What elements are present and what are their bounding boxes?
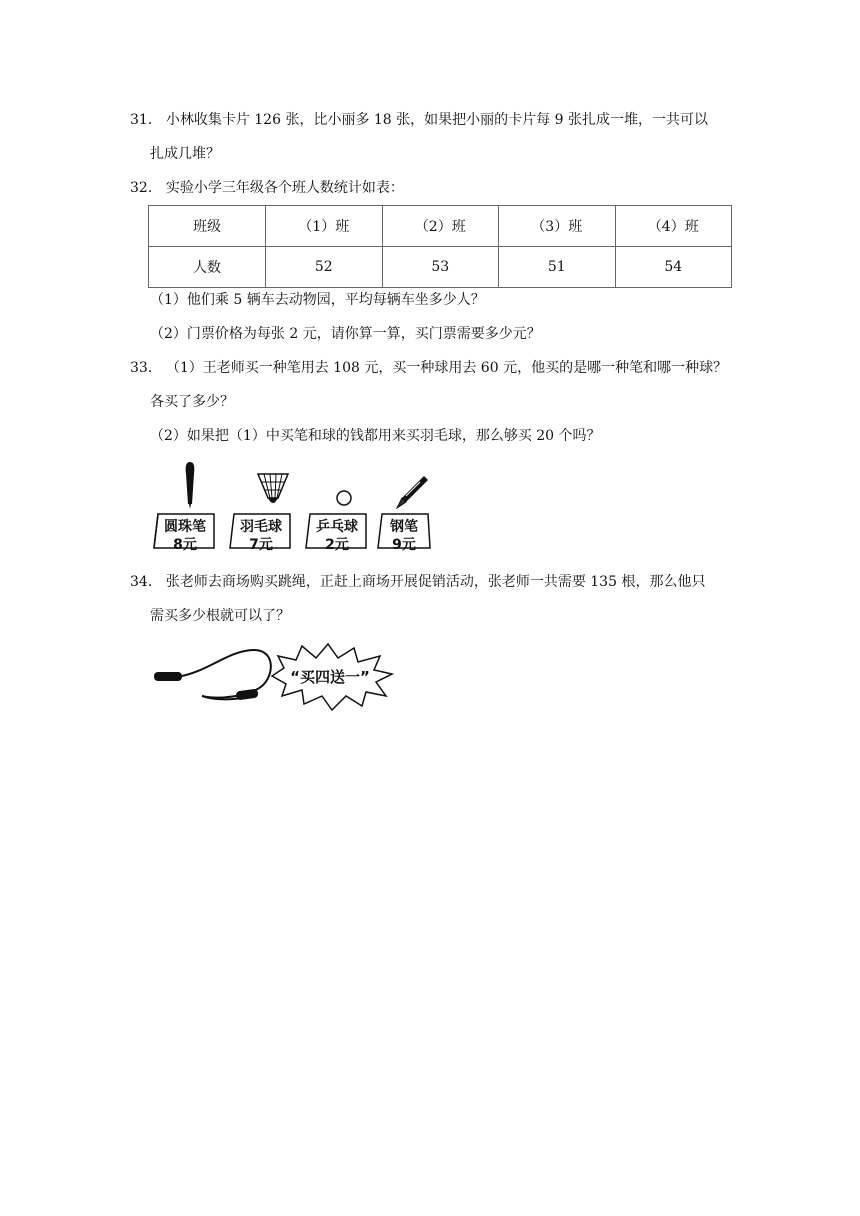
table-cell: （2）班 [382,206,499,247]
question-31 [130,110,750,130]
jump-rope-icon [150,640,280,710]
question-33 [130,358,750,378]
question-text: 张老师去商场购买跳绳，正赶上商场开展促销活动，张老师一共需要 135 根，那么他只 [165,574,706,590]
question-34-continuation: 需买多少根就可以了？ [150,608,290,624]
question-33-part-2: （2）如果把（1）中买笔和球的钱都用来买羽毛球，那么够买 20 个吗？ [150,428,601,444]
question-34 [130,572,750,592]
table-cell: 51 [499,247,616,288]
table-cell: 班级 [149,206,266,247]
table-row [149,247,732,288]
item-name: 圆珠笔 [164,519,206,535]
class-size-table [148,205,732,288]
fountain-pen-icon [394,474,428,510]
item-price: 8元 [173,537,197,553]
price-tag-shuttlecock [228,510,294,552]
question-33-continuation: 各买了多少？ [150,394,234,410]
table-cell: （3）班 [499,206,616,247]
question-32-part-1: （1）他们乘 5 辆车去动物园，平均每辆车坐多少人？ [150,292,485,308]
item-price: 7元 [249,537,273,553]
table-header-row [149,206,732,247]
question-31-continuation: 扎成几堆？ [150,146,220,162]
item-price: 9元 [392,537,416,553]
question-number: 33． [130,360,162,376]
question-number: 34． [130,574,162,590]
question-text: 小林收集卡片 126 张，比小丽多 18 张，如果把小丽的卡片每 9 张扎成一堆，一共可以 [165,112,708,128]
question-text: 实验小学三年级各个班人数统计如表： [165,180,404,196]
question-32-part-2: （2）门票价格为每张 2 元，请你算一算，买门票需要多少元？ [150,326,541,342]
price-tag-ping-pong [304,510,370,552]
price-tag-fountain-pen [376,510,432,552]
ping-pong-ball-icon [334,488,354,508]
question-text: （1）王老师买一种笔用去 108 元，买一种球用去 60 元，他买的是哪一种笔和哪一种球？ [165,360,728,376]
item-name: 钢笔 [390,519,418,535]
item-name: 羽毛球 [240,519,282,535]
table-cell: 53 [382,247,499,288]
promo-label: “买四送一” [290,668,370,686]
ballpoint-pen-icon [180,460,200,510]
item-name: 乒乓球 [316,519,358,535]
table-cell: 人数 [149,247,266,288]
price-tag-ballpoint-pen [152,510,218,552]
table-cell: 52 [266,247,383,288]
table-cell: 54 [615,247,732,288]
item-price: 2元 [325,537,349,553]
question-number: 31． [130,112,162,128]
question-32 [130,178,750,198]
shuttlecock-icon [250,470,296,510]
table-cell: （1）班 [266,206,383,247]
question-number: 32． [130,180,162,196]
table-cell: （4）班 [615,206,732,247]
